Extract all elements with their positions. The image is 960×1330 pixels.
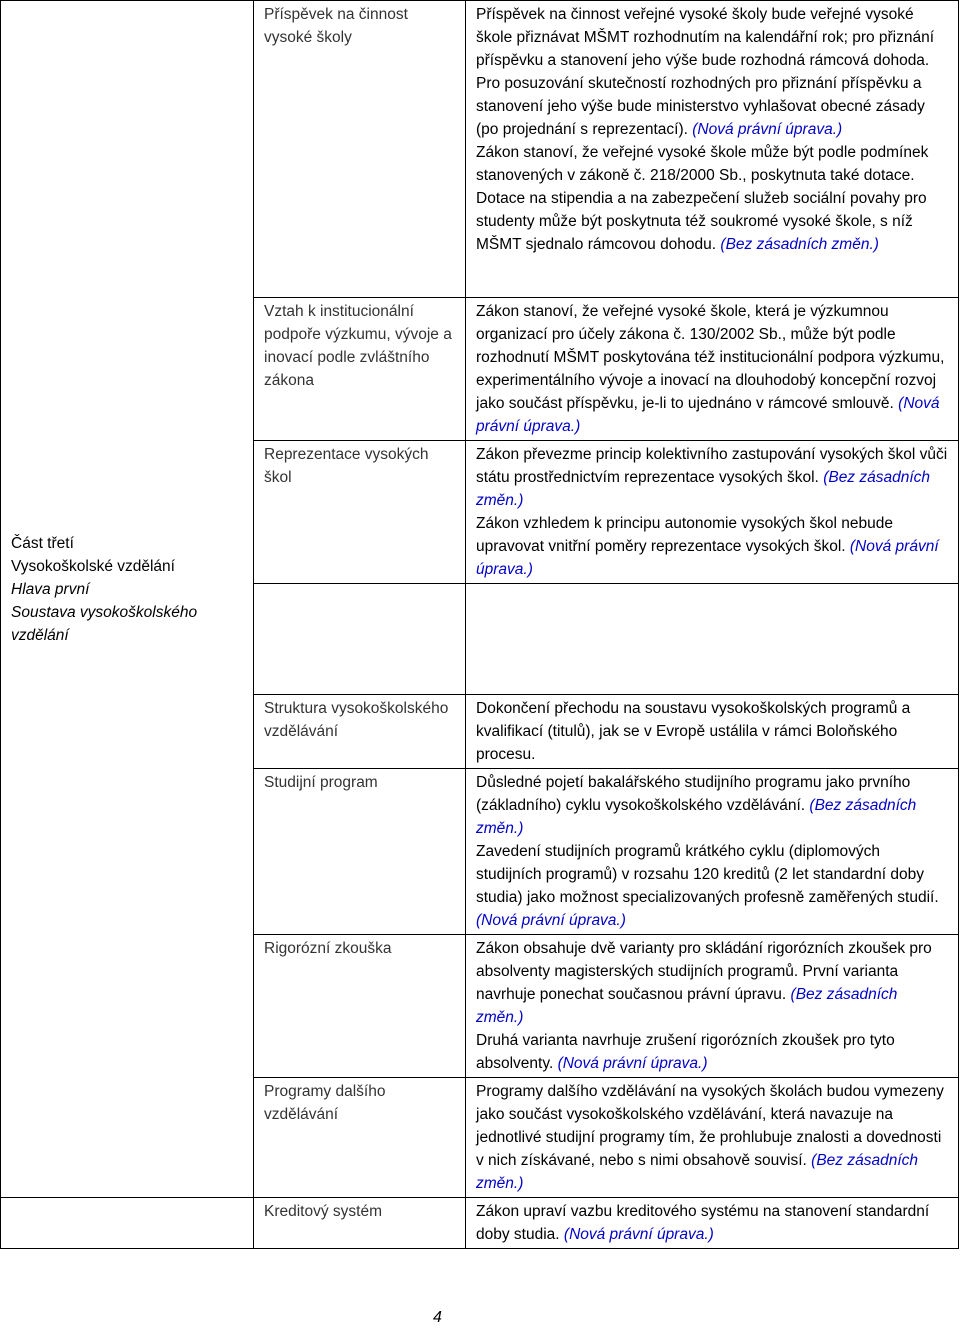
topic-cell: Vztah k institucionální podpoře výzkumu, vývoje a inovací podle zvláštního zákona — [254, 298, 466, 441]
paragraph: Programy dalšího vzdělávání na vysokých školách budou vymezeny jako součást vysokoškolského vzdělávání, která navazuje na jednotlivé studijní programy tím, že prohlubuje znalosti a dovednosti v nich získávané, nebo s nimi obsahově souvisí. (Bez zásadních změn.) — [476, 1083, 944, 1192]
topic-cell: Reprezentace vysokých škol — [254, 441, 466, 584]
change-note: (Nová právní úprava.) — [563, 1226, 714, 1243]
description-cell — [466, 695, 959, 769]
section-cell-continuation — [1, 1198, 254, 1249]
change-note: (Nová právní úprava.) — [476, 395, 940, 435]
description-cell-empty — [466, 584, 959, 695]
description-cell — [466, 1078, 959, 1198]
paragraph: Zákon upraví vazbu kreditového systému na stanovení standardní doby studia. (Nová právní úprava.) — [476, 1203, 930, 1243]
paragraph: Druhá varianta navrhuje zrušení rigorózních zkoušek pro tyto absolventy. (Nová právní úprava.) — [476, 1032, 895, 1072]
paragraph: Důsledné pojetí bakalářského studijního programu jako prvního (základního) cyklu vysokoškolského vzdělávání. (Bez zásadních změn.) — [476, 774, 917, 837]
change-note: (Bez zásadních změn.) — [476, 1152, 918, 1192]
description-cell — [466, 1, 959, 298]
topic-cell-empty — [254, 584, 466, 695]
change-note: (Bez zásadních změn.) — [476, 797, 917, 837]
paragraph: Zákon převezme princip kolektivního zastupování vysokých škol vůči státu prostřednictvím reprezentace vysokých škol. (Bez zásadních změn.) — [476, 446, 948, 509]
change-note: (Nová právní úprava.) — [557, 1055, 708, 1072]
change-note: (Nová právní úprava.) — [476, 912, 626, 929]
paragraph: Zákon stanoví, že veřejné vysoké škole může být podle podmínek stanovených v zákoně č. 218/2000 Sb., poskytnuta také dotace. Dotace na stipendia a na zabezpečení služeb sociální povahy pro studenty může být poskytnuta též soukromé vysoké škole, s níž MŠMT sjednalo rámcovou dohodu. (Bez zásadních změn.) — [476, 144, 929, 253]
section-chapter: Hlava první — [11, 580, 90, 598]
table-row — [1, 1, 959, 298]
description-cell — [466, 1198, 959, 1249]
topic-cell: Programy dalšího vzdělávání — [254, 1078, 466, 1198]
description-cell — [466, 298, 959, 441]
section-part: Část třetí — [11, 534, 74, 552]
section-title: Vysokoškolské vzdělání — [11, 557, 175, 575]
paragraph: Zákon obsahuje dvě varianty pro skládání rigorózních zkoušek pro absolventy magisterských studijních programů. První varianta navrhuje ponechat současnou právní úpravu. (Bez zásadních změn.) — [476, 940, 932, 1026]
topic-cell: Struktura vysokoškolského vzdělávání — [254, 695, 466, 769]
topic-cell: Kreditový systém — [254, 1198, 466, 1249]
page-number: 4 — [433, 1309, 442, 1326]
section-heading-cell — [1, 1, 254, 1198]
paragraph: Zákon vzhledem k principu autonomie vysokých škol nebude upravovat vnitřní poměry reprezentace vysokých škol. (Nová právní úprava.) — [476, 515, 939, 578]
section-chapter-title: Soustava vysokoškolského vzdělání — [11, 603, 198, 644]
description-cell — [466, 441, 959, 584]
paragraph: Dokončení přechodu na soustavu vysokoškolských programů a kvalifikací (titulů), jak se v Evropě ustálila v rámci Boloňského procesu. — [476, 700, 911, 763]
topic-cell: Studijní program — [254, 769, 466, 935]
paragraph: Zavedení studijních programů krátkého cyklu (diplomových studijních programů) v rozsahu 120 kreditů (2 let standardní doby studia) jako možnost specializovaných profesně zaměřených studií. (Nová právní úprava.) — [476, 843, 939, 929]
paragraph: Příspěvek na činnost veřejné vysoké školy bude veřejné vysoké škole přiznávat MŠMT rozhodnutím na kalendářní rok; pro přiznání příspěvku a stanovení jeho výše bude rozhodná rámcová dohoda. Pro posuzování skutečností rozhodných pro přiznání příspěvku a stanovení jeho výše bude ministerstvo vyhlašovat obecné zásady (po projednání s reprezentací). (Nová právní úprava.) — [476, 6, 935, 138]
description-cell — [466, 935, 959, 1078]
table-row — [1, 1198, 959, 1249]
topic-cell: Rigorózní zkouška — [254, 935, 466, 1078]
topic-cell: Příspěvek na činnost vysoké školy — [254, 1, 466, 298]
change-note: (Bez zásadních změn.) — [476, 469, 931, 509]
change-note: (Bez zásadních změn.) — [476, 986, 898, 1026]
change-note: (Bez zásadních změn.) — [720, 236, 879, 253]
change-note: (Nová právní úprava.) — [692, 121, 843, 138]
change-note: (Nová právní úprava.) — [476, 538, 939, 578]
description-cell — [466, 769, 959, 935]
paragraph: Zákon stanoví, že veřejné vysoké škole, která je výzkumnou organizací pro účely zákona č. 130/2002 Sb., může být podle rozhodnutí MŠMT poskytována též institucionální podpora výzkumu, experimentálního vývoje a inovací na dlouhodobý koncepční rozvoj jako součást příspěvku, je-li to ujednáno v rámcové smlouvě. (Nová právní úprava.) — [476, 303, 945, 435]
